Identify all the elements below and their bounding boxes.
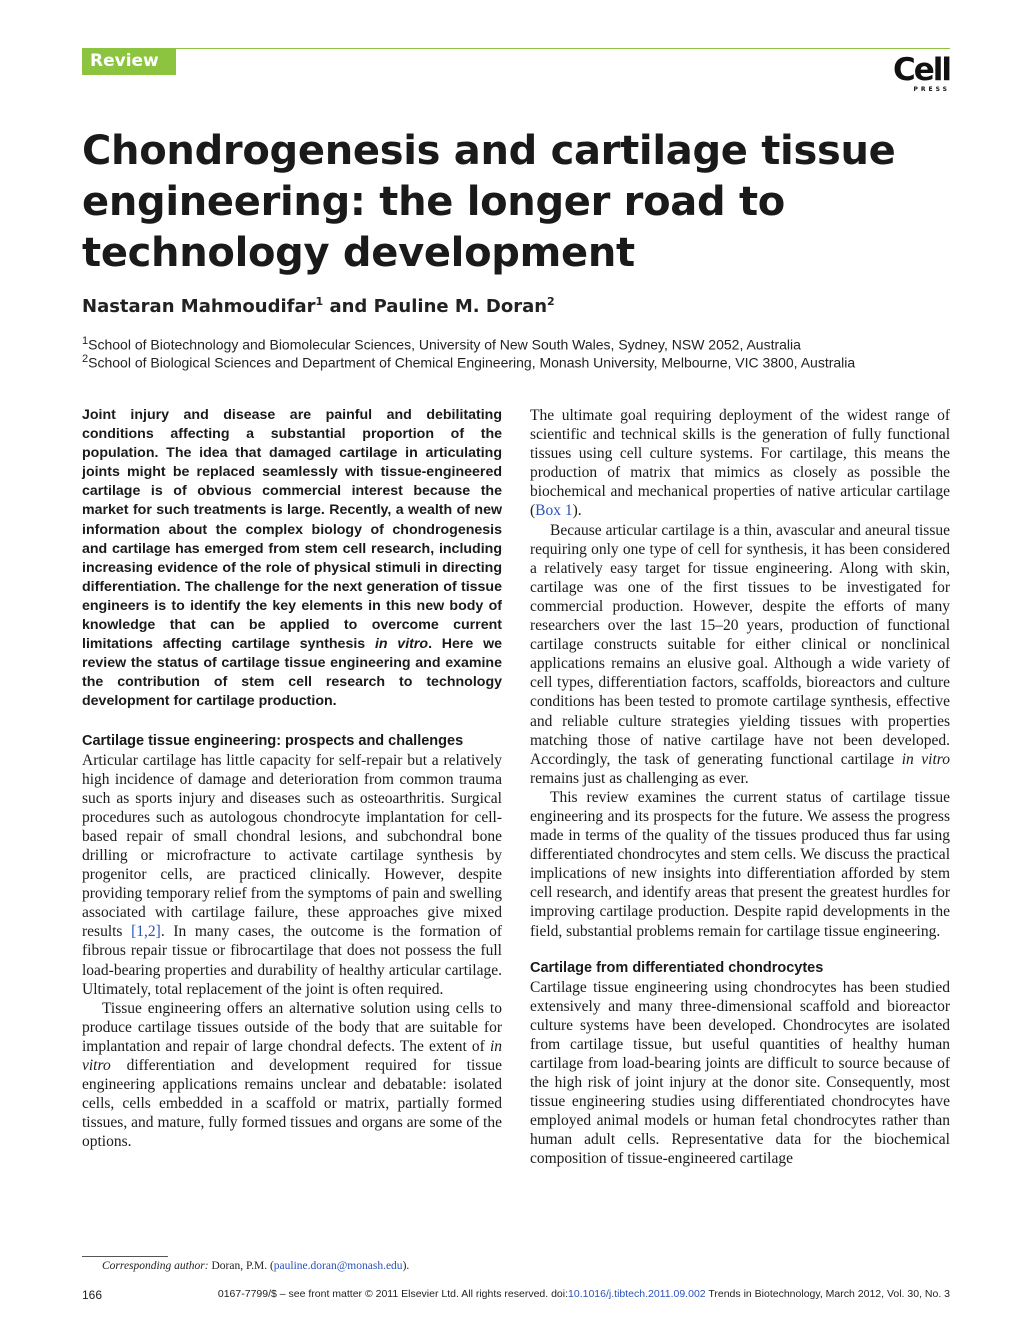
abstract-text: Joint injury and disease are painful and debilitating conditions affecting a substantial proportion of the population. The idea that damaged cartilage in articulating joints might be replaced seamlessly with tissue-engineered cartilage is of obvious commercial interest because the market for such treatments is large. Recently, a wealth of new information about the complex biology of chondrogenesis and cartilage has emerged from stem cell research, including increasing evidence of the role of physical stimuli in directing differentiation. The challenge for the next generation of tissue engineers is to identify the key elements in this new body of knowledge that can be applied to overcome current limitations affecting cartilage synthesis [82,407,502,653]
article-title: Chondrogenesis and cartilage tissue engineering: the longer road to technology development [82,128,896,276]
corresponding-author: Corresponding author: Doran, P.M. (pauline.doran@monash.edu). [102,1260,410,1272]
citation-link[interactable]: [1,2] [131,923,161,941]
header-rule [176,48,950,49]
author-mark: 2 [547,295,555,308]
italic-text: in vitro [901,750,951,768]
section-heading: Cartilage tissue engineering: prospects and challenges [82,732,464,749]
cell-press-logo [888,54,950,94]
section-heading: Cartilage from differentiated chondrocytes [530,959,824,976]
abstract [82,406,502,712]
italic-text: in vitro [82,1037,502,1074]
paragraph-text: remains just as challenging as ever. [530,769,749,787]
doi-link[interactable]: 10.1016/j.tibtech.2011.09.002 [568,1288,706,1300]
footer-journal: Trends in Biotechnology, March 2012, Vol. 30, No. 3 [708,1288,950,1300]
paragraph-text: Articular cartilage has little capacity for self-repair but a relatively high incidence of damage and deterioration from common trauma such as sports injury and diseases such as osteoarthritis. Surgical procedures such as autologous chondrocyte implantation for cell-based repair of small chondral lesions, and subchondral bone drilling or microfracture to activate cartilage synthesis by progenitor cells, are practiced clinically. However, despite providing temporary relief from the symptoms of pain and swelling associated with cartilage failure, these approaches give mixed results [82,751,502,941]
affiliation-text: School of Biological Sciences and Department of Chemical Engineering, Monash University, Melbourne, VIC 3800, Australia [88,354,856,371]
author-name: Pauline M. Doran [373,296,548,317]
paragraph-text: differentiation and development required for tissue engineering applications remains unclear and debatable: isolated cells, cells embedded in a scaffold or matrix, partially formed tissues, and mature, fully formed tissues and organs are some of the options. [82,1057,502,1151]
logo-main: Cell [892,52,950,88]
footnote-label: Corresponding author: [102,1260,209,1272]
affiliation-text: School of Biotechnology and Biomolecular Sciences, University of New South Wales, Sydney, NSW 2052, Australia [88,336,801,353]
email-link[interactable]: pauline.doran@monash.edu [273,1260,403,1272]
footnote-rule [82,1256,168,1257]
author-mark: 1 [315,295,324,308]
affiliation [82,350,982,372]
paragraph [82,999,502,1152]
paragraph-text: Tissue engineering offers an alternative solution using cells to produce cartilage tissues outside of the body that are suitable for implantation and repair of large chondral defects. The extent of [82,999,502,1055]
affiliation-mark: 2 [82,353,89,365]
logo-sub: PRESS [913,86,950,93]
paragraph-text: Because articular cartilage is a thin, avascular and aneural tissue requiring only one type of cell for synthesis, it has been considered a relatively easy target for tissue engineering. Along with skin, cartilage was one of the first tissues to be investigated for commercial production. However, despite the efforts of many researchers over the last 15–20 years, production of functional cartilage constructs suitable for either clinical or nonclinical applications remains an elusive goal. Although a wide variety of cell types, differentiation factors, scaffolds, bioreactors and culture conditions has been tested to promote cartilage synthesis, effective and reliable culture strategies yielding tissues with properties matching those of native cartilage have not been developed. Accordingly, the task of generating functional cartilage [530,521,950,768]
affiliation-mark: 1 [82,335,89,347]
footnote-name: Doran, P.M. [211,1260,268,1272]
paragraph-text: . In many cases, the outcome is the formation of fibrous repair tissue or fibrocartilage that does not possess the full load-bearing properties and durability of healthy articular cartilage. Ultimately, total replacement of the joint is often required. [82,923,502,998]
author-list [82,289,942,320]
author-name: Nastaran Mahmoudifar [82,296,316,317]
abstract-text: . Here we review the status of cartilage tissue engineering and examine the contribution of stem cell research to technology development for cartilage production. [82,636,503,710]
page-number: 166 [82,1288,103,1302]
paragraph [530,406,950,521]
abstract-italic: in vitro [374,636,429,653]
right-column [530,406,950,1169]
paragraph: This review examines the current status of cartilage tissue engineering and its prospects for the future. We assess the progress made in terms of the quality of the tissues produced thus far using differentiated chondrocytes and stem cells. We discuss the practical implications of new insights into differentiation afforded by stem cell research, and identify areas that present the greatest hurdles for improving cartilage production. Despite rapid developments in the field, substantial problems remain for cartilage tissue engineering. [530,788,950,940]
box-link[interactable]: Box 1 [535,502,573,520]
footer-info [202,1288,950,1300]
author-joiner: and [329,296,368,317]
footer-issn: 0167-7799/$ – see front matter © 2011 Elsevier Ltd. All rights reserved. doi: [217,1288,569,1300]
paragraph: Cartilage tissue engineering using chondrocytes has been studied extensively and many three-dimensional scaffold and bioreactor culture systems have been developed. Chondrocytes are isolated from cartilage tissue, but useful quantities of healthy human cartilage from load-bearing joints are difficult to source because of the high risk of joint injury at the donor site. Consequently, most tissue engineering studies using differentiated chondrocytes have employed animal models or human fetal chondrocytes rather than human adult cells. Representative data for the biochemical composition of tissue-engineered cartilage [530,978,950,1168]
paragraph [82,751,502,999]
paragraph [530,521,950,788]
left-column [82,406,502,1151]
section-label: Review [82,48,176,75]
paragraph-text: ). [572,502,582,520]
paragraph-text: The ultimate goal requiring deployment of the widest range of scientific and technical skills is the generation of fully functional tissues using cell culture systems. For cartilage, this means the production of matrix that mimics as closely as possible the biochemical and mechanical properties of native articular cartilage ( [530,407,950,520]
